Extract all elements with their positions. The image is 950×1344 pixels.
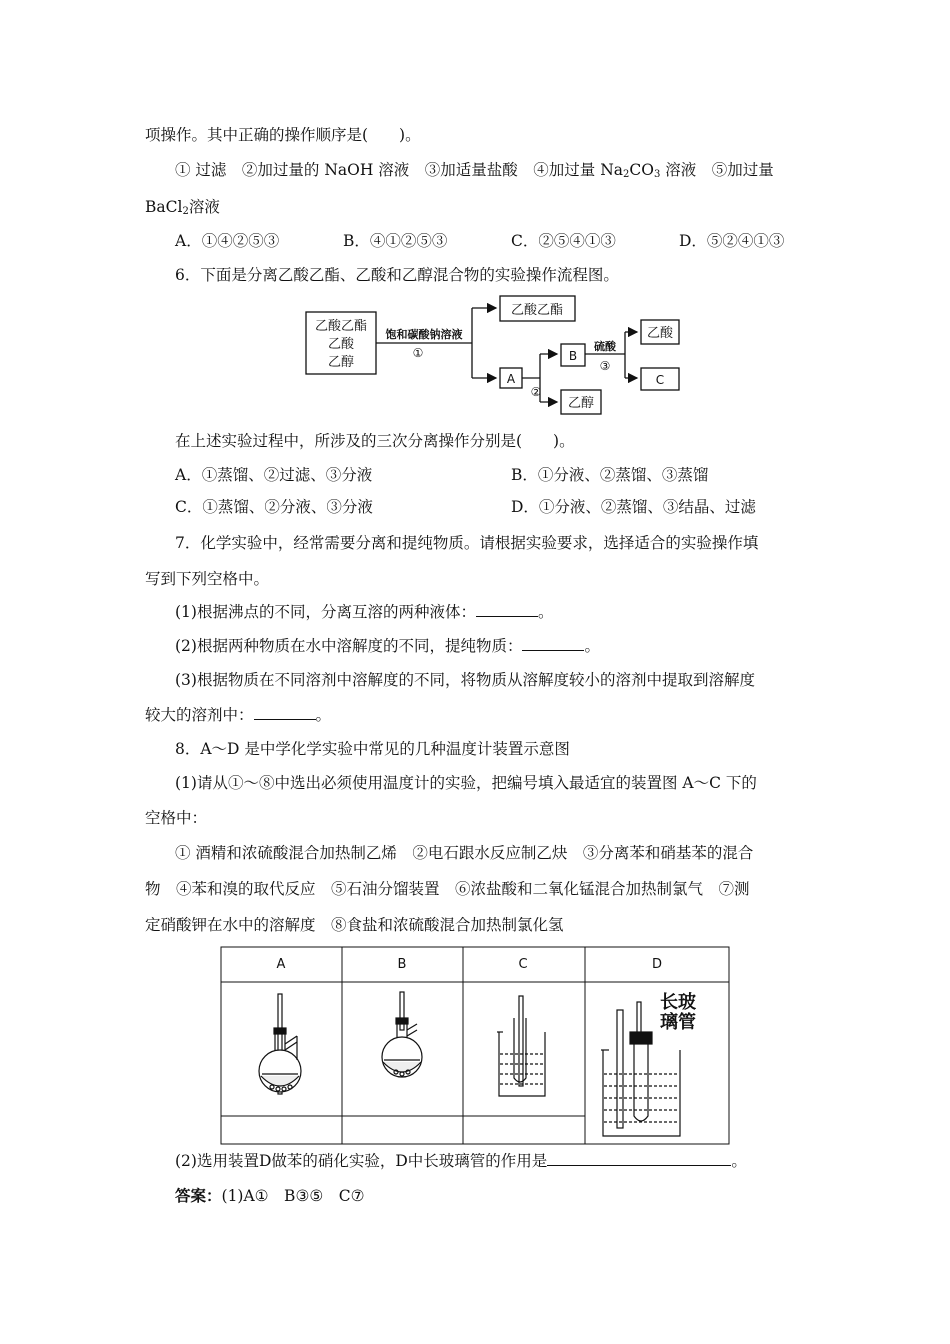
q5-bacl-sub: 2	[182, 206, 189, 217]
header-c: C	[518, 957, 528, 972]
q5-bacl-tail: 溶液	[188, 198, 220, 216]
q6-stem: 6．下面是分离乙酸乙酯、乙酸和乙醇混合物的实验操作流程图。	[175, 266, 619, 284]
mixture-label-1: 乙酸乙酯	[314, 319, 368, 334]
period: 。	[584, 637, 600, 655]
q5-choice-c: C．②⑤④①③	[511, 232, 616, 250]
q7-item2-text: (2)根据两种物质在水中溶解度的不同，提纯物质：	[175, 637, 523, 655]
q8-p2-text: (2)选用装置D做苯的硝化实验，D中长玻璃管的作用是	[175, 1152, 548, 1170]
answer-blank[interactable]	[547, 1151, 731, 1166]
q7-item1	[175, 602, 553, 622]
q6-question: 在上述实验过程中，所涉及的三次分离操作分别是( )。	[175, 432, 575, 450]
header-b: B	[397, 957, 407, 972]
q7-item1-text: (1)根据沸点的不同，分离互溶的两种液体：	[175, 603, 476, 621]
separation-flowchart	[300, 292, 685, 422]
mixture-label-3: 乙醇	[327, 355, 355, 370]
q5-op-text-c: 溶液 ⑤加过量	[660, 161, 774, 179]
q7-item3-text: 较大的溶剂中：	[145, 706, 254, 724]
step-2-label: ②	[530, 385, 542, 399]
mixture-label-2: 乙酸	[327, 337, 355, 352]
ethanol-label: 乙醇	[567, 396, 595, 411]
answer-label: 答案：	[175, 1186, 222, 1205]
q5-options-line1	[175, 160, 774, 180]
q5-choice-b: B．④①②⑤③	[343, 232, 448, 250]
q6-choice-b: B．①分液、②蒸馏、③蒸馏	[511, 466, 709, 484]
q7-item2	[175, 636, 600, 656]
header-a: A	[276, 957, 286, 972]
node-b-label: B	[568, 349, 578, 363]
q5-sub-3: 3	[654, 169, 661, 180]
q5-stem-tail: 项操作。其中正确的操作顺序是( )。	[145, 126, 421, 144]
long-glass-tube-label-2: 璃管	[660, 1012, 696, 1033]
q8-list-line3: 定硝酸钾在水中的溶解度 ⑧食盐和浓硫酸混合加热制氯化氢	[145, 916, 564, 934]
q5-choice-d: D．⑤②④①③	[679, 232, 785, 250]
answer-blank[interactable]	[254, 705, 316, 720]
q8-p1-line1: (1)请从①～⑧中选出必须使用温度计的实验，把编号填入最适宜的装置图 A～C 下的	[175, 774, 757, 792]
q7-stem-line2: 写到下列空格中。	[145, 570, 270, 588]
apparatus-b-icon	[382, 992, 422, 1077]
q5-bacl-text: BaCl	[145, 198, 183, 216]
q5-choice-a: A．①④②⑤③	[175, 232, 280, 250]
q6-choice-d: D．①分液、②蒸馏、③结晶、过滤	[511, 498, 756, 516]
ethyl-acetate-label: 乙酸乙酯	[510, 303, 564, 318]
long-glass-tube-label-1: 长玻	[660, 992, 696, 1013]
period: 。	[537, 603, 554, 621]
header-d: D	[651, 957, 663, 972]
q6-choice-c: C．①蒸馏、②分液、③分液	[175, 498, 373, 516]
q6-choice-a: A．①蒸馏、②过滤、③分液	[175, 466, 373, 484]
answer-text: (1)A① B③⑤ C⑦	[221, 1187, 365, 1205]
answer-line	[175, 1186, 365, 1206]
q7-item3-line1: (3)根据物质在不同溶剂中溶解度的不同，将物质从溶解度较小的溶剂中提取到溶解度	[175, 671, 755, 689]
step-3-label: ③	[599, 359, 611, 373]
q7-item3-line2	[145, 705, 331, 725]
reagent-label: 饱和碳酸钠溶液	[385, 328, 463, 341]
q8-stem: 8．A～D 是中学化学实验中常见的几种温度计装置示意图	[175, 740, 570, 758]
q5-sub-2: 2	[623, 169, 630, 180]
step-1-label: ①	[412, 346, 424, 360]
q8-p1-line2: 空格中：	[145, 809, 208, 827]
period: 。	[731, 1152, 747, 1170]
q8-p2	[175, 1151, 747, 1171]
thermometer-apparatus-table	[220, 946, 732, 1146]
q5-op-text-a: ① 过滤 ②加过量的 NaOH 溶液 ③加适量盐酸 ④加过量 Na	[175, 161, 624, 179]
apparatus-a-icon	[259, 994, 301, 1094]
node-a-label: A	[506, 372, 516, 386]
q5-options-line2	[145, 197, 220, 217]
q5-op-text-b: CO	[629, 161, 654, 179]
acetic-acid-label: 乙酸	[646, 326, 674, 341]
q7-stem-line1: 7．化学实验中，经常需要分离和提纯物质。请根据实验要求，选择适合的实验操作填	[175, 534, 759, 552]
q8-list-line1: ① 酒精和浓硫酸混合加热制乙烯 ②电石跟水反应制乙炔 ③分离苯和硝基苯的混合	[175, 844, 754, 862]
period: 。	[315, 706, 332, 724]
node-c-label: C	[655, 373, 665, 387]
sulfuric-acid-label: 硫酸	[594, 340, 616, 353]
q8-list-line2: 物 ④苯和溴的取代反应 ⑤石油分馏装置 ⑥浓盐酸和二氧化锰混合加热制氯气 ⑦测	[145, 880, 750, 898]
answer-blank[interactable]	[476, 602, 538, 617]
apparatus-c-icon	[497, 996, 545, 1096]
answer-blank[interactable]	[522, 636, 584, 651]
